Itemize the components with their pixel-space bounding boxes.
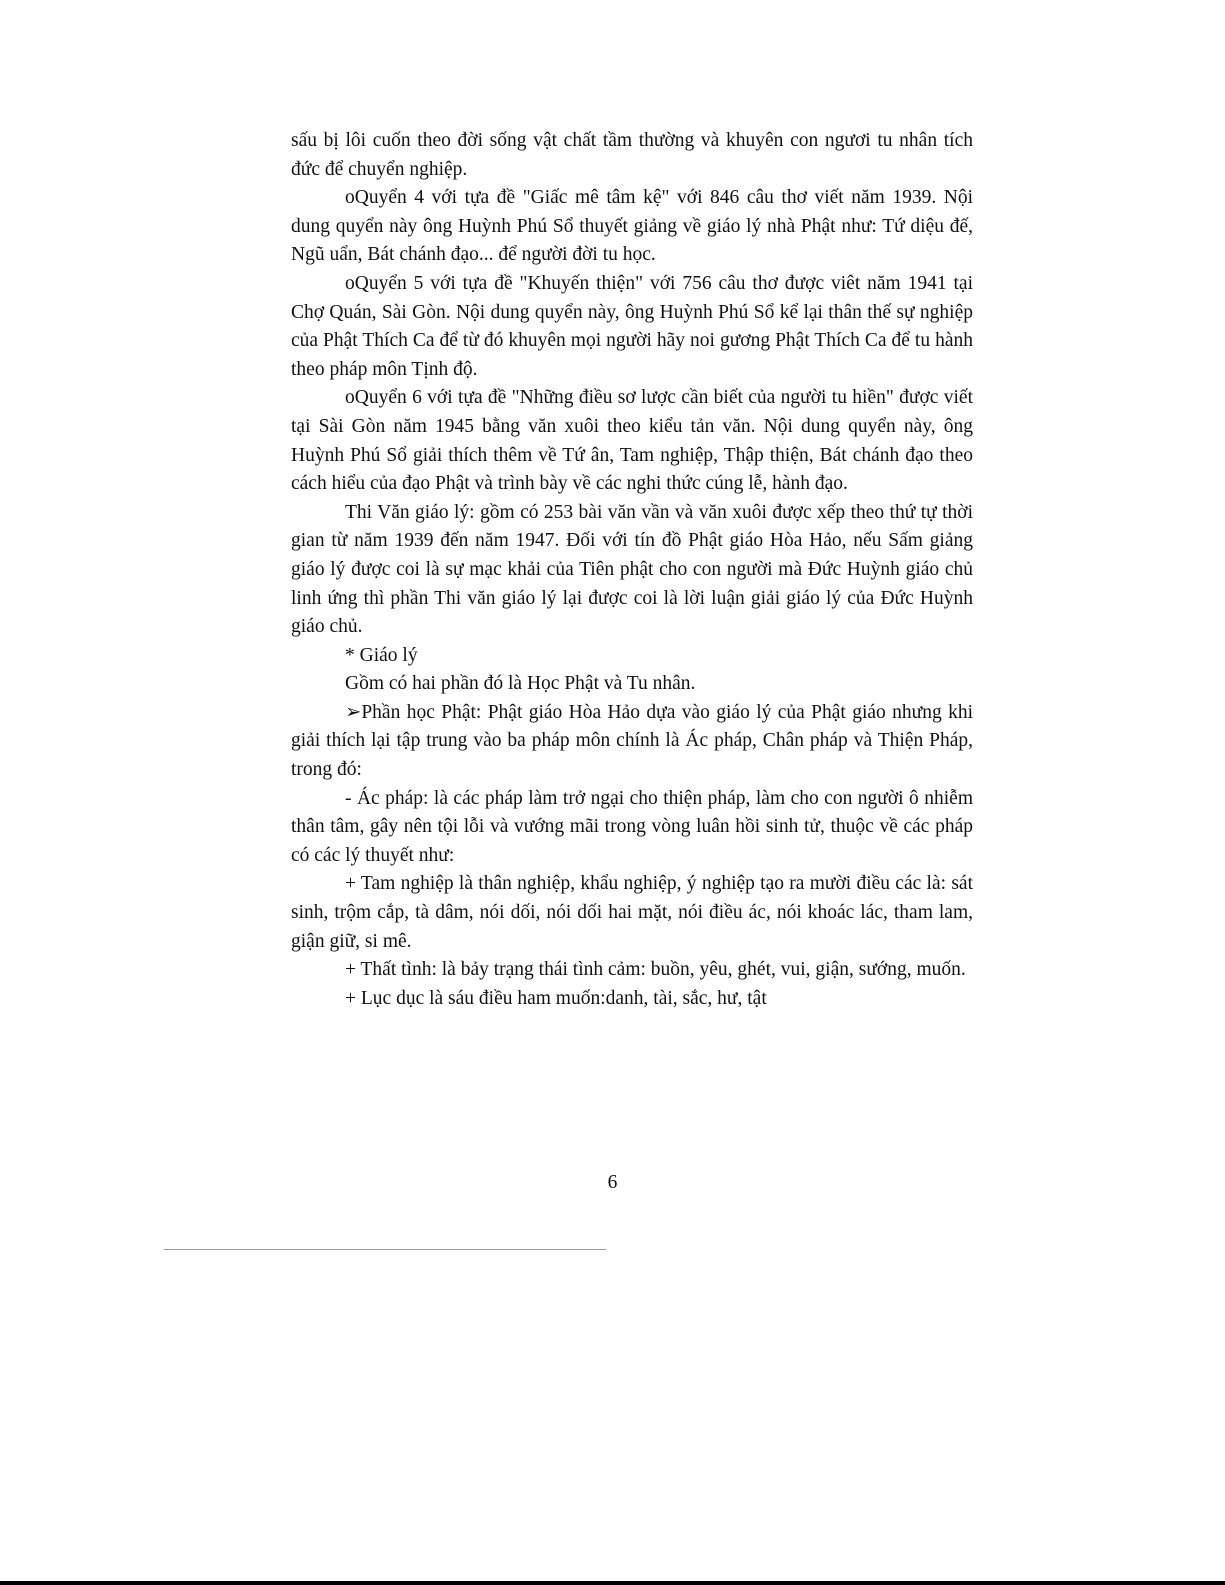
body-text bbox=[291, 127, 973, 1013]
page-bottom-edge bbox=[0, 1581, 1225, 1585]
paragraph-tam-nghiep: + Tam nghiệp là thân nghiệp, khẩu nghiệp, ý nghiệp tạo ra mười điều các là: sát sinh, trộm cắp, tà dâm, nói dối, nói dối hai mặt, nói điều ác, nói khoác lác, tham lam, giận giữ, si mê. bbox=[291, 873, 973, 952]
page-number: 6 bbox=[607, 1172, 618, 1193]
paragraph-phan-hoc-phat: ➢Phần học Phật: Phật giáo Hòa Hảo dựa vào giáo lý của Phật giáo nhưng khi giải thích lại tập trung vào ba pháp môn chính là Ác pháp, Chân pháp và Thiện Pháp, trong đó: bbox=[291, 701, 973, 781]
paragraph-quyen-6: oQuyển 6 với tựa đề "Những điều sơ lược cần biết của người tu hiền" được viết tại Sài Gòn năm 1945 bằng văn xuôi theo kiểu tản văn. Nội dung quyển này, ông Huỳnh Phú Sổ giải thích thêm về Tứ ân, Tam nghiệp, Thập thiện, Bát chánh đạo theo cách hiểu của đạo Phật và trình bày về các nghi thức cúng lễ, hành đạo. bbox=[291, 387, 973, 495]
paragraph-that-tinh: + Thất tình: là bảy trạng thái tình cảm: buồn, yêu, ghét, vui, giận, sướng, muốn. bbox=[345, 959, 966, 981]
heading-giao-ly: * Giáo lý bbox=[345, 644, 418, 666]
paragraph-quyen-5: oQuyển 5 với tựa đề "Khuyến thiện" với 756 câu thơ được viêt năm 1941 tại Chợ Quán, Sài Gòn. Nội dung quyển này, ông Huỳnh Phú Sổ kể lại thân thế sự nghiệp của Phật Thích Ca để từ đó khuyên mọi người hãy noi gương Phật Thích Ca để tu hành theo pháp môn Tịnh độ. bbox=[291, 272, 973, 380]
paragraph-quyen-4: oQuyển 4 với tựa đề "Giấc mê tâm kệ" với 846 câu thơ viết năm 1939. Nội dung quyển này ông Huỳnh Phú Sổ thuyết giảng về giáo lý nhà Phật như: Tứ diệu đế, Ngũ uẩn, Bát chánh đạo... để người đời tu học. bbox=[291, 187, 973, 266]
paragraph-luc-duc: + Lục dục là sáu điều ham muốn:danh, tài, sắc, hư, tật bbox=[345, 987, 767, 1009]
paragraph-gom-co-hai-phan: Gồm có hai phần đó là Học Phật và Tu nhân. bbox=[345, 673, 696, 695]
paragraph-continuation: sấu bị lôi cuốn theo đời sống vật chất tầm thường và khuyên con ngươi tu nhân tích đức để chuyển nghiệp. bbox=[291, 130, 973, 180]
footnote-separator bbox=[164, 1249, 606, 1250]
paragraph-thi-van-giao-ly: Thi Văn giáo lý: gồm có 253 bài văn vần và văn xuôi được xếp theo thứ tự thời gian từ năm 1939 đến năm 1947. Đối với tín đồ Phật giáo Hòa Hảo, nếu Sấm giảng giáo lý được coi là sự mạc khải của Tiên phật cho con người mà Đức Huỳnh giáo chủ linh ứng thì phần Thi văn giáo lý lại được coi là lời luận giải giáo lý của Đức Huỳnh giáo chủ. bbox=[291, 501, 973, 638]
paragraph-ac-phap: - Ác pháp: là các pháp làm trở ngại cho thiện pháp, làm cho con người ô nhiễm thân tâm, gây nên tội lỗi và vướng mãi trong vòng luân hồi sinh tử, thuộc về các pháp có các lý thuyết như: bbox=[291, 787, 973, 866]
